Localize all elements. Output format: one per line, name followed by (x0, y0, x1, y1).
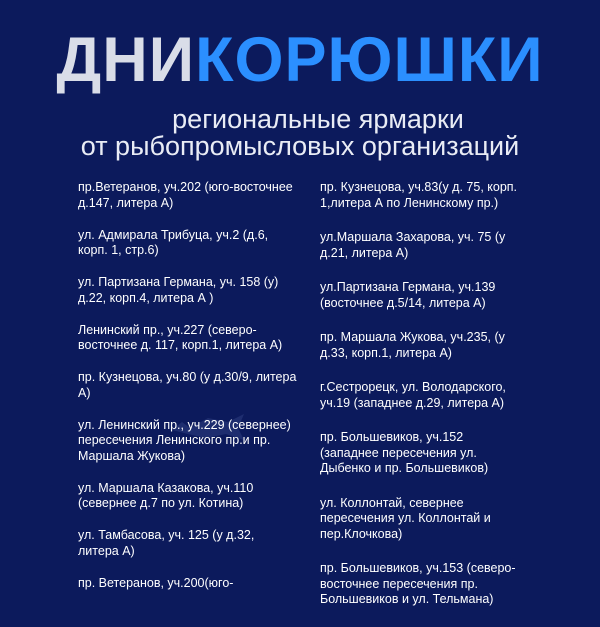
subtitle-line-2: от рыбопромысловых организаций (80, 131, 520, 161)
title-word-smelt: КОРЮШКИ (195, 25, 544, 95)
list-item: пр. Кузнецова, уч.83(у д. 75, корп. 1,литера А по Ленинскому пр.) (320, 180, 518, 210)
list-item: ул. Маршала Казакова, уч.110 (севернее д.7 по ул. Котина) (78, 480, 254, 510)
list-item: ул.Маршала Захарова, уч. 75 (у д.21, литера А) (320, 230, 506, 260)
list-item: ул. Тамбасова, уч. 125 (у д.32, литера А) (78, 528, 255, 558)
list-item: Ленинский пр., уч.227 (северо-восточнее д. 117, корп.1, литера А) (78, 322, 283, 352)
list-item: пр. Большевиков, уч.152 (западнее пересечения ул. Дыбенко и пр. Большевиков) (320, 430, 489, 475)
list-item: пр. Ветеранов, уч.200(юго- (78, 575, 234, 590)
address-list-left (78, 180, 298, 608)
page-title (0, 24, 600, 96)
title-word-days: ДНИ (56, 25, 196, 95)
address-list-right (320, 180, 525, 627)
list-item: ул.Партизана Германа, уч.139 (восточнее д.5/14, литера А) (320, 280, 496, 310)
list-item: пр.Ветеранов, уч.202 (юго-восточнее д.147, литера А) (78, 180, 293, 210)
list-item: пр. Кузнецова, уч.80 (у д.30/9, литера А) (78, 370, 297, 400)
subtitle-line-1: региональные ярмарки (172, 104, 464, 134)
list-item: пр. Маршала Жукова, уч.235, (у д.33, корп.1, литера А) (320, 330, 505, 360)
list-item: ул. Коллонтай, севернее пересечения ул. Коллонтай и пер.Клочкова) (320, 495, 491, 541)
list-item: г.Сестрорецк, ул. Володарского, уч.19 (западнее д.29, литера А) (320, 380, 506, 410)
list-item: ул. Ленинский пр., уч.229 (севернее) пересечения Ленинского пр.и пр. Маршала Жукова) (78, 417, 291, 463)
list-item: пр. Большевиков, уч.153 (северо-восточнее пересечения пр. Большевиков и ул. Тельмана) (320, 561, 516, 606)
list-item: ул. Адмирала Трибуца, уч.2 (д.6, корп. 1, стр.6) (78, 227, 269, 257)
list-item: ул. Партизана Германа, уч. 158 (у) д.22, корп.4, литера А ) (78, 275, 279, 305)
